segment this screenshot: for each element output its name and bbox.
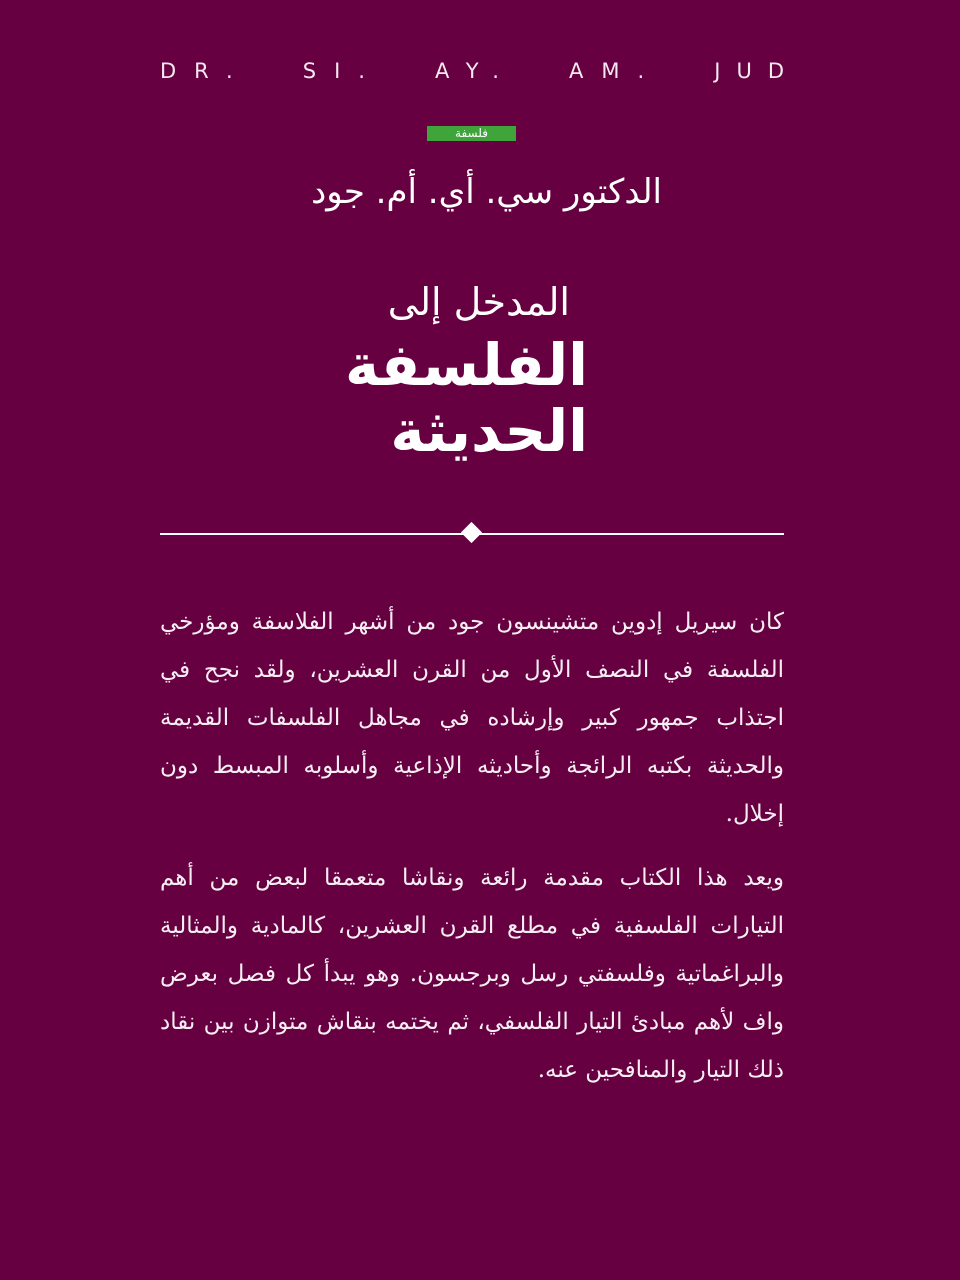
author-latin-part: SI. [302,59,383,83]
blurb [160,598,784,1110]
title-line-1: الفلسفة [344,331,588,399]
title-line-2: الحديثة [390,397,588,465]
author-latin-part: JUD [714,59,800,83]
blurb-paragraph: كان سيريل إدوين متشينسون جود من أشهر الفلاسفة ومؤرخي الفلسفة في النصف الأول من القرن العشرين، ولقد نجح في اجتذاب جمهور كبير وإرشاده في مجاهل الفلسفات القديمة والحديثة بكتبه الرائجة وأحاديثه الإذاعية وأسلوبه المبسط دون إخلال. [160,609,784,827]
title-lead: المدخل إلى [387,280,570,324]
author-latin-part: AY. [435,59,517,83]
series-badge: فلسفة [427,126,516,141]
author-latin-part: DR. [160,59,251,83]
blurb-paragraph: ويعد هذا الكتاب مقدمة رائعة ونقاشا متعمقا لبعض من أهم التيارات الفلسفية في مطلع القرن العشرين، كالمادية والمثالية والبراغماتية وفلسفتي رسل وبرجسون. وهو يبدأ كل فصل بعرض واف لأهم مبادئ التيار الفلسفي، ثم يختمه بنقاش متوازن بين نقاد ذلك التيار والمنافحين عنه. [160,865,784,1083]
author-name-arabic: الدكتور سي. أي. أم. جود [311,172,662,212]
author-latin-part: AM. [569,59,663,83]
author-name-latin [160,58,800,84]
book-title [200,332,588,464]
diamond-icon [461,522,482,543]
